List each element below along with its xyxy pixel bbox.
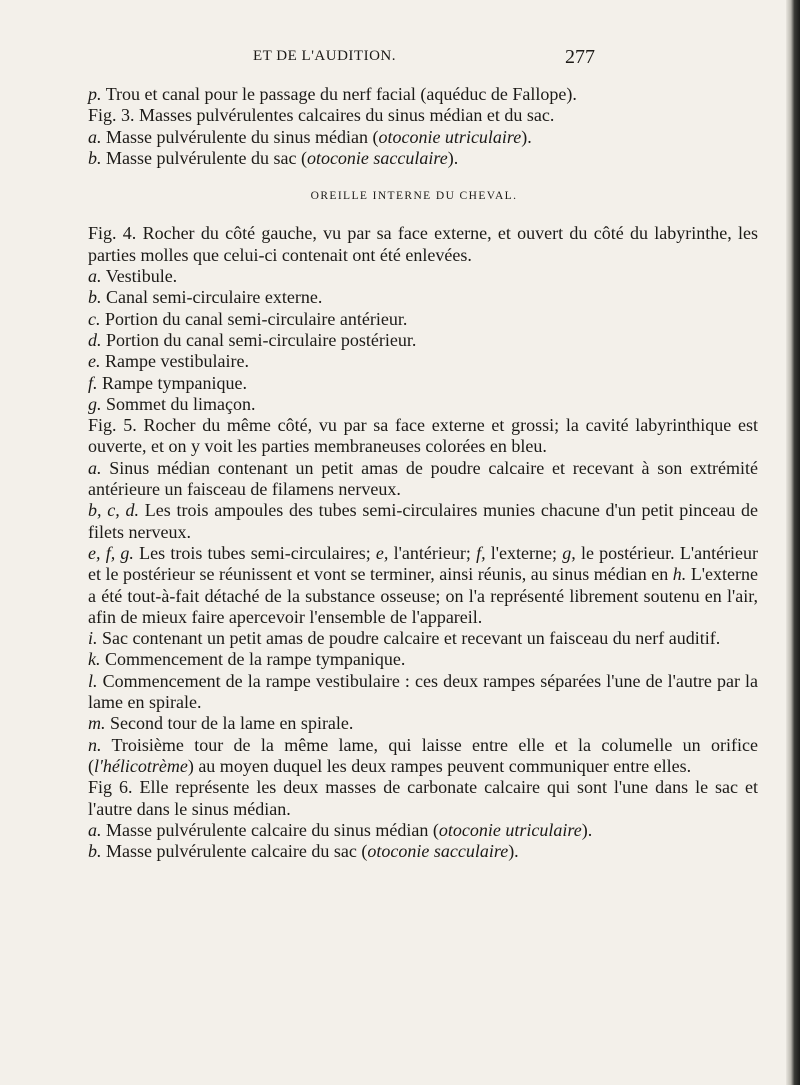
legend-item-6a: a. Masse pulvérulente calcaire du sinus médian (otoconie utriculaire). bbox=[88, 819, 593, 840]
legend-item-5bcd: b, c, d. Les trois ampoules des tubes semi-circulaires munies chacune d'un petit pinceau de filets nerveux. bbox=[88, 500, 758, 542]
section-title: OREILLE INTERNE DU CHEVAL. bbox=[310, 190, 518, 203]
page-number: 277 bbox=[565, 46, 595, 68]
legend-item-4c: c. Portion du canal semi-circulaire antérieur. bbox=[88, 308, 408, 329]
figure-5-caption: Fig. 5. Rocher du même côté, vu par sa face externe et grossi; la cavité labyrinthique est ouverte, et on y voit les parties membraneuses colorées en bleu. bbox=[88, 415, 758, 457]
figure-6-caption: Fig 6. Elle représente les deux masses de carbonate calcaire qui sont l'une dans le sac et l'autre dans le sinus médian. bbox=[88, 777, 758, 819]
page-body bbox=[70, 84, 758, 862]
legend-item-4f: f. Rampe tympanique. bbox=[88, 372, 247, 393]
legend-item-5l: l. Commencement de la rampe vestibulaire : ces deux rampes séparées l'une de l'autre par la lame en spirale. bbox=[88, 670, 759, 713]
legend-item-5m: m. Second tour de la lame en spirale. bbox=[88, 713, 354, 734]
legend-item-p: p. Trou et canal pour le passage du nerf facial (aquéduc de Fallope). bbox=[88, 84, 577, 104]
legend-item-6b: b. Masse pulvérulente calcaire du sac (otoconie sacculaire). bbox=[88, 841, 519, 862]
legend-item-4a: a. Vestibule. bbox=[88, 266, 178, 287]
legend-item-5n: n. Troisième tour de la même lame, qui laisse entre elle et la columelle un orifice (l'hélicotrème) au moyen duquel les deux rampes peuvent communiquer entre elles. bbox=[88, 734, 758, 776]
legend-item-5k: k. Commencement de la rampe tympanique. bbox=[88, 649, 406, 670]
legend-item-4e: e. Rampe vestibulaire. bbox=[88, 351, 249, 372]
figure-3-caption: Fig. 3. Masses pulvérulentes calcaires du sinus médian et du sac. bbox=[88, 105, 555, 126]
legend-item-3a: a. Masse pulvérulente du sinus médian (otoconie utriculaire). bbox=[88, 126, 532, 147]
legend-item-5i: i. Sac contenant un petit amas de poudre calcaire et recevant un faisceau du nerf auditif. bbox=[88, 628, 721, 649]
legend-item-5a: a. Sinus médian contenant un petit amas de poudre calcaire et recevant à son extrémité antérieure un faisceau de filamens nerveux. bbox=[88, 457, 759, 500]
legend-item-4g: g. Sommet du limaçon. bbox=[88, 393, 256, 414]
figure-4-caption: Fig. 4. Rocher du côté gauche, vu par sa face externe, et ouvert du côté du labyrinthe, les parties molles que celui-ci contenait ont été enlevées. bbox=[88, 223, 758, 265]
legend-item-4b: b. Canal semi-circulaire externe. bbox=[88, 287, 323, 308]
running-head: ET DE L'AUDITION. bbox=[253, 48, 396, 64]
legend-item-3b: b. Masse pulvérulente du sac (otoconie sacculaire). bbox=[88, 147, 459, 168]
page-binding-edge bbox=[786, 0, 800, 1085]
legend-item-4d: d. Portion du canal semi-circulaire postérieur. bbox=[88, 329, 417, 350]
page-header bbox=[0, 46, 800, 76]
legend-item-5efg: e, f, g. Les trois tubes semi-circulaires; e, l'antérieur; f, l'externe; g, le postérieur. L'antérieur et le postérieur se réunissent et vont se terminer, ainsi réunis, au sinus médian en h. L'externe a été tout-à-fait détaché de la substance osseuse; on l'a représenté librement soutenu en l'air, afin de mieux faire apercevoir l'ensemble de l'appareil. bbox=[88, 542, 759, 627]
